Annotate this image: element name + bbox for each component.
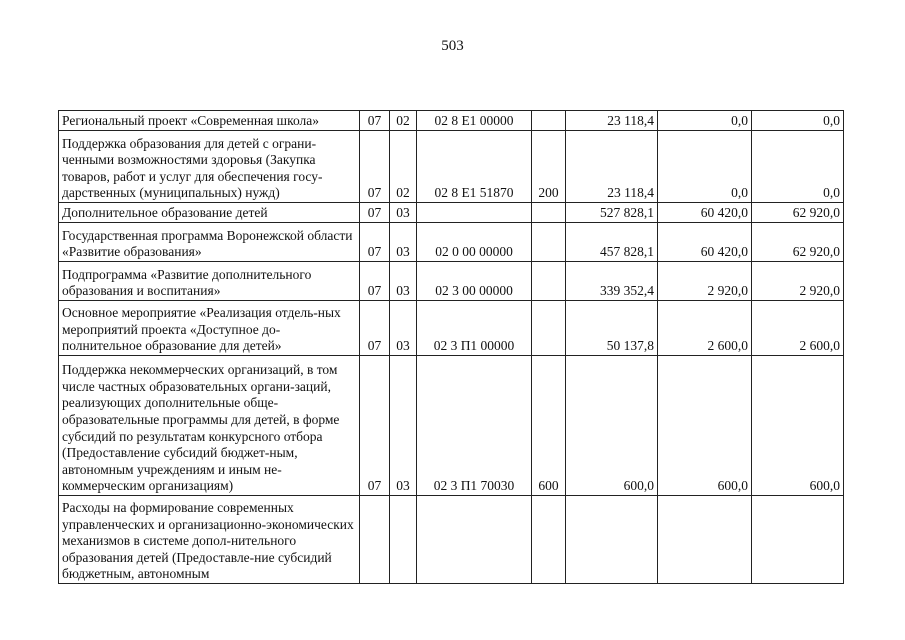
target-article-cell xyxy=(417,496,532,584)
expense-type-cell xyxy=(532,203,566,223)
sum-year3-cell: 2 600,0 xyxy=(752,301,844,356)
table-row xyxy=(59,356,844,496)
row-name-cell: Основное мероприятие «Реализация отдель-ных мероприятий проекта «Доступное до-полнительное образование для детей» xyxy=(59,301,360,356)
section-code-cell: 07 xyxy=(360,111,390,131)
budget-table xyxy=(58,110,844,584)
subsection-code-cell: 03 xyxy=(390,203,417,223)
row-name-cell: Поддержка некоммерческих организаций, в том числе частных образовательных органи-заций, реализующих дополнительные обще-образовательные программы для детей, в форме субсидий по результатам конкурсного отбора (Предоставление субсидий бюджет-ным, автономным учреждениям и иным не-коммерческим организациям) xyxy=(59,356,360,496)
section-code-cell: 07 xyxy=(360,203,390,223)
sum-year1-cell: 23 118,4 xyxy=(566,111,658,131)
sum-year2-cell: 600,0 xyxy=(658,356,752,496)
table-row xyxy=(59,223,844,262)
sum-year1-cell: 600,0 xyxy=(566,356,658,496)
row-name-cell: Государственная программа Воронежской области «Развитие образования» xyxy=(59,223,360,262)
sum-year1-cell: 23 118,4 xyxy=(566,131,658,203)
sum-year1-cell: 457 828,1 xyxy=(566,223,658,262)
expense-type-cell xyxy=(532,496,566,584)
sum-year2-cell xyxy=(658,496,752,584)
expense-type-cell: 200 xyxy=(532,131,566,203)
row-name-cell: Расходы на формирование современных управленческих и организационно-экономических механизмов в системе допол-нительного образования детей (Предоставле-ние субсидий бюджетным, автономным xyxy=(59,496,360,584)
sum-year3-cell: 600,0 xyxy=(752,356,844,496)
subsection-code-cell: 02 xyxy=(390,131,417,203)
section-code-cell: 07 xyxy=(360,262,390,301)
row-name-cell: Дополнительное образование детей xyxy=(59,203,360,223)
section-code-cell: 07 xyxy=(360,356,390,496)
sum-year1-cell: 339 352,4 xyxy=(566,262,658,301)
expense-type-cell xyxy=(532,262,566,301)
subsection-code-cell xyxy=(390,496,417,584)
subsection-code-cell: 02 xyxy=(390,111,417,131)
row-name-cell: Поддержка образования для детей с ограни-ченными возможностями здоровья (Закупка товаров, работ и услуг для обеспечения госу-дарственных (муниципальных) нужд) xyxy=(59,131,360,203)
subsection-code-cell: 03 xyxy=(390,262,417,301)
expense-type-cell xyxy=(532,223,566,262)
section-code-cell: 07 xyxy=(360,131,390,203)
sum-year3-cell xyxy=(752,496,844,584)
table-row xyxy=(59,301,844,356)
table-row xyxy=(59,111,844,131)
subsection-code-cell: 03 xyxy=(390,356,417,496)
sum-year2-cell: 2 920,0 xyxy=(658,262,752,301)
target-article-cell: 02 0 00 00000 xyxy=(417,223,532,262)
table-row xyxy=(59,203,844,223)
section-code-cell: 07 xyxy=(360,223,390,262)
target-article-cell: 02 3 П1 00000 xyxy=(417,301,532,356)
table-row xyxy=(59,262,844,301)
sum-year3-cell: 0,0 xyxy=(752,111,844,131)
sum-year3-cell: 62 920,0 xyxy=(752,203,844,223)
expense-type-cell xyxy=(532,111,566,131)
sum-year1-cell: 527 828,1 xyxy=(566,203,658,223)
sum-year3-cell: 2 920,0 xyxy=(752,262,844,301)
target-article-cell: 02 8 E1 00000 xyxy=(417,111,532,131)
sum-year2-cell: 0,0 xyxy=(658,111,752,131)
sum-year3-cell: 62 920,0 xyxy=(752,223,844,262)
target-article-cell: 02 8 E1 51870 xyxy=(417,131,532,203)
row-name-cell: Региональный проект «Современная школа» xyxy=(59,111,360,131)
page-number: 503 xyxy=(441,38,464,54)
sum-year3-cell: 0,0 xyxy=(752,131,844,203)
sum-year2-cell: 60 420,0 xyxy=(658,203,752,223)
subsection-code-cell: 03 xyxy=(390,301,417,356)
target-article-cell: 02 3 П1 70030 xyxy=(417,356,532,496)
expense-type-cell: 600 xyxy=(532,356,566,496)
sum-year2-cell: 2 600,0 xyxy=(658,301,752,356)
row-name-cell: Подпрограмма «Развитие дополнительного образования и воспитания» xyxy=(59,262,360,301)
sum-year1-cell: 50 137,8 xyxy=(566,301,658,356)
target-article-cell: 02 3 00 00000 xyxy=(417,262,532,301)
section-code-cell: 07 xyxy=(360,301,390,356)
sum-year2-cell: 60 420,0 xyxy=(658,223,752,262)
sum-year2-cell: 0,0 xyxy=(658,131,752,203)
table-row xyxy=(59,496,844,584)
table-row xyxy=(59,131,844,203)
subsection-code-cell: 03 xyxy=(390,223,417,262)
expense-type-cell xyxy=(532,301,566,356)
sum-year1-cell xyxy=(566,496,658,584)
target-article-cell xyxy=(417,203,532,223)
section-code-cell xyxy=(360,496,390,584)
